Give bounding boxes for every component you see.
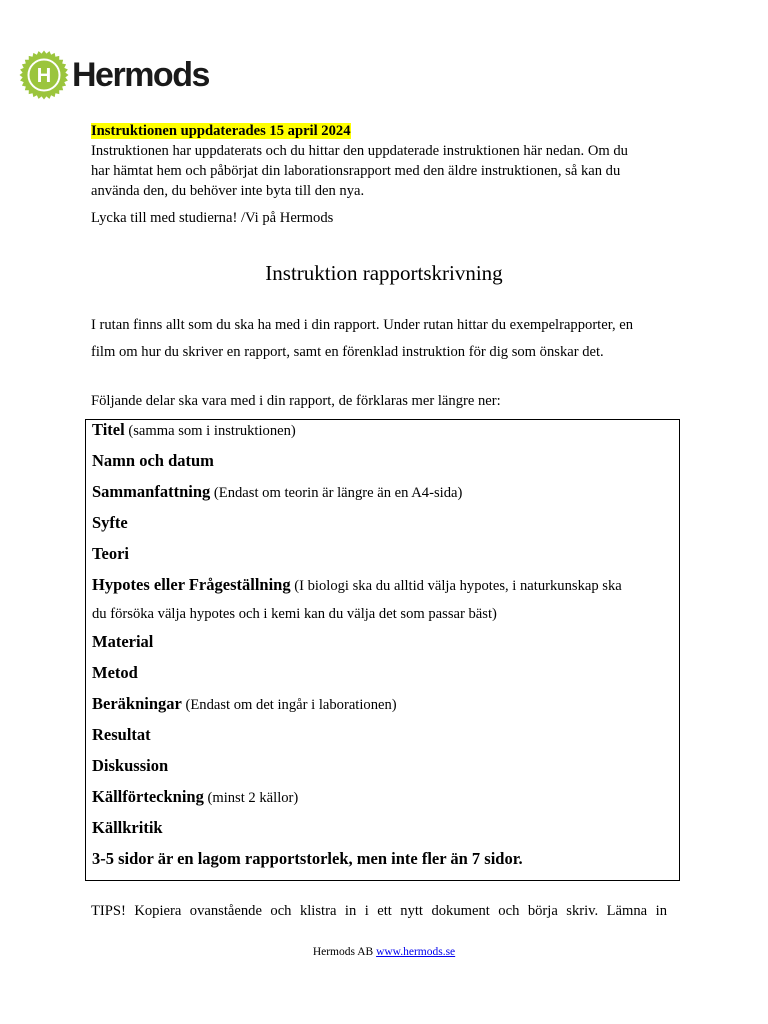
- logo-wordmark: Hermods: [72, 56, 209, 94]
- footer: [0, 944, 768, 960]
- list-item-summary: 3-5 sidor är en lagom rapportstorlek, men inte fler än 7 sidor.: [92, 849, 523, 868]
- list-item: Källförteckning (minst 2 källor): [92, 787, 299, 806]
- list-item: Hypotes eller Frågeställning (I biologi ska du alltid välja hypotes, i naturkunskap ska: [92, 575, 622, 594]
- svg-text:H: H: [36, 65, 52, 87]
- tips: TIPS! Kopiera ovanstående och klistra in i ett nytt dokument och börja skriv. Lämna in: [91, 903, 667, 919]
- greeting: Lycka till med studierna! /Vi på Hermods: [91, 210, 334, 226]
- update-line-3: använda den, du behöver inte byta till den nya.: [91, 183, 365, 199]
- hermods-badge-icon: [19, 50, 69, 100]
- list-item: Titel (samma som i instruktionen): [92, 420, 296, 439]
- intro-line-1: I rutan finns allt som du ska ha med i din rapport. Under rutan hittar du exempelrapporter, en: [91, 317, 634, 333]
- list-item-continued: du försöka välja hypotes och i kemi kan du välja det som passar bäst): [92, 606, 497, 622]
- list-item: Syfte: [92, 513, 128, 532]
- list-item: Metod: [92, 663, 138, 682]
- footer-link[interactable]: www.hermods.se: [376, 946, 456, 958]
- intro-line-2: film om hur du skriver en rapport, samt en förenklad instruktion för dig som önskar det.: [91, 344, 604, 360]
- list-item: Namn och datum: [92, 451, 214, 470]
- update-line-1: Instruktionen har uppdaterats och du hittar den uppdaterade instruktionen här nedan. Om du: [91, 143, 628, 159]
- update-notice: [91, 121, 667, 201]
- required-parts-box: [85, 419, 680, 881]
- page-title: Instruktion rapportskrivning: [265, 261, 503, 285]
- hermods-logo: [19, 50, 209, 100]
- list-item: Sammanfattning (Endast om teorin är längre än en A4-sida): [92, 482, 463, 501]
- intro: [91, 312, 667, 366]
- list-item: Källkritik: [92, 818, 163, 837]
- footer-company: Hermods AB: [312, 946, 374, 958]
- list-item: Resultat: [92, 725, 151, 744]
- update-line-2: har hämtat hem och påbörjat din laborationsrapport med den äldre instruktionen, så kan du: [91, 163, 621, 179]
- list-item: Diskussion: [92, 756, 169, 775]
- list-item: Material: [92, 632, 154, 651]
- list-item: Teori: [92, 544, 129, 563]
- list-item: Beräkningar (Endast om det ingår i laborationen): [92, 694, 397, 713]
- update-heading: Instruktionen uppdaterades 15 april 2024: [91, 123, 351, 139]
- list-lead: Följande delar ska vara med i din rapport, de förklaras mer längre ner:: [91, 393, 501, 409]
